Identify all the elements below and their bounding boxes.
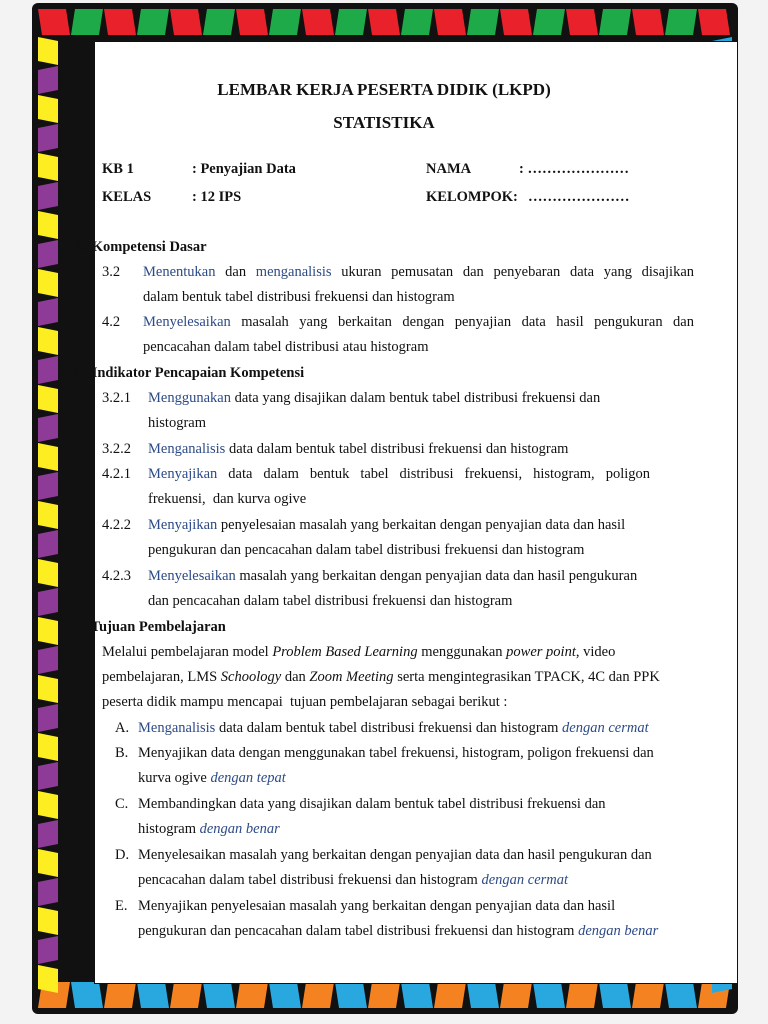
- border-tile: [236, 982, 268, 1008]
- ipk-item: Menyajikan data dalam bentuk tabel distribusi frekuensi, histogram, poligon: [148, 466, 650, 482]
- kelompok-value: …………………: [528, 189, 630, 205]
- ipk-item: Menyelesaikan masalah yang berkaitan dengan penyajian data dan hasil pengukuran: [148, 568, 638, 584]
- border-tile: [38, 153, 58, 181]
- kd-item-cont: dalam bentuk tabel distribusi frekuensi dan histogram: [143, 289, 455, 305]
- border-tile: [500, 9, 532, 35]
- tujuan-intro-line2: pembelajaran, LMS Schoology dan Zoom Meeting serta mengintegrasikan TPACK, 4C dan PPK: [102, 669, 660, 685]
- border-tile: [434, 982, 466, 1008]
- border-tile: [335, 982, 367, 1008]
- nama-label: NAMA: [426, 161, 472, 177]
- kd-verb: Menentukan: [143, 264, 216, 280]
- ipk-item-cont: pengukuran dan pencacahan dalam tabel distribusi frekuensi dan histogram: [148, 542, 585, 558]
- tujuan-item-cont: kurva ogive dengan tepat: [138, 770, 286, 786]
- ipk-item: Menganalisis data dalam bentuk tabel distribusi frekuensi dan histogram: [148, 441, 569, 457]
- border-tile: [38, 762, 58, 790]
- border-tile: [698, 9, 730, 35]
- ipk-item-cont: frekuensi, dan kurva ogive: [148, 491, 307, 507]
- tujuan-letter: C.: [115, 796, 129, 812]
- kelas-label: KELAS: [102, 189, 152, 205]
- ipk-item: Menyajikan penyelesaian masalah yang berkaitan dengan penyajian data dan hasil: [148, 517, 626, 533]
- border-tile: [632, 9, 664, 35]
- border-tile: [38, 588, 58, 616]
- border-tile: [368, 9, 400, 35]
- tujuan-item: Membandingkan data yang disajikan dalam bentuk tabel distribusi frekuensi dan: [138, 796, 606, 812]
- border-tile: [38, 385, 58, 413]
- border-tile: [38, 733, 58, 761]
- border-tile: [665, 9, 697, 35]
- border-tile: [38, 675, 58, 703]
- border-tile: [38, 414, 58, 442]
- section-e-heading: E. Tujuan Pembelajaran: [74, 619, 226, 635]
- tujuan-item: Menyelesaikan masalah yang berkaitan dengan penyajian data dan hasil pengukuran dan: [138, 847, 652, 863]
- border-tile: [302, 9, 334, 35]
- border-tile: [632, 982, 664, 1008]
- border-tile: [38, 530, 58, 558]
- border-tile: [137, 9, 169, 35]
- border-tile: [170, 9, 202, 35]
- section-a-heading: A. Kompetensi Dasar: [74, 239, 207, 255]
- tujuan-item: Menyajikan data dengan menggunakan tabel frekuensi, histogram, poligon frekuensi dan: [138, 745, 654, 761]
- kd-item: Menentukan dan menganalisis ukuran pemusatan dan penyebaran data yang disajikan: [143, 264, 695, 280]
- border-tile: [38, 559, 58, 587]
- tujuan-item: Menyajikan penyelesaian masalah yang berkaitan dengan penyajian data dan hasil: [138, 898, 616, 914]
- tujuan-item-cont: pencacahan dalam tabel distribusi frekuensi dan histogram dengan cermat: [138, 872, 569, 888]
- border-tile: [599, 9, 631, 35]
- ipk-number: 3.2.2: [102, 441, 131, 457]
- border-tile: [599, 982, 631, 1008]
- kd-verb: Menyelesaikan: [143, 314, 231, 330]
- border-tile: [38, 269, 58, 297]
- border-tile: [38, 704, 58, 732]
- kb-label: KB 1: [102, 161, 134, 177]
- border-tile: [38, 791, 58, 819]
- border-tile: [269, 982, 301, 1008]
- ipk-number: 4.2.1: [102, 466, 131, 482]
- ipk-item-cont: histogram: [148, 415, 206, 431]
- nama-value: : …………………: [519, 161, 629, 177]
- tujuan-intro-line1: Melalui pembelajaran model Problem Based Learning menggunakan power point, video: [102, 644, 616, 660]
- border-tile: [38, 472, 58, 500]
- border-tile: [38, 907, 58, 935]
- border-tile: [170, 982, 202, 1008]
- tujuan-item: Menganalisis data dalam bentuk tabel distribusi frekuensi dan histogram dengan cermat: [138, 720, 649, 736]
- tujuan-letter: D.: [115, 847, 130, 863]
- kd-item-cont: pencacahan dalam tabel distribusi atau histogram: [143, 339, 429, 355]
- border-tile: [137, 982, 169, 1008]
- border-tile: [38, 9, 70, 35]
- border-tile: [71, 982, 103, 1008]
- ipk-number: 4.2.2: [102, 517, 131, 533]
- border-tile: [401, 9, 433, 35]
- worksheet-paper: [94, 41, 738, 984]
- tujuan-intro-line3: peserta didik mampu mencapai tujuan pembelajaran sebagai berikut :: [102, 694, 508, 710]
- border-tile: [104, 982, 136, 1008]
- kd-item: Menyelesaikan masalah yang berkaitan dengan penyajian data hasil pengukuran dan: [143, 314, 694, 330]
- border-tile: [533, 9, 565, 35]
- border-tile: [38, 965, 58, 993]
- border-tile: [38, 936, 58, 964]
- border-tile: [38, 37, 58, 65]
- tujuan-letter: A.: [115, 720, 130, 736]
- border-tile: [38, 240, 58, 268]
- border-tile: [38, 646, 58, 674]
- border-tile: [38, 849, 58, 877]
- page-title: LEMBAR KERJA PESERTA DIDIK (LKPD): [217, 80, 551, 99]
- border-tile: [500, 982, 532, 1008]
- kelompok-label: KELOMPOK:: [426, 189, 518, 205]
- border-tile: [236, 9, 268, 35]
- tujuan-item-cont: pengukuran dan pencacahan dalam tabel distribusi frekuensi dan histogram dengan benar: [138, 923, 659, 939]
- tujuan-letter: B.: [115, 745, 129, 761]
- border-tile: [566, 982, 598, 1008]
- border-tile: [38, 298, 58, 326]
- border-tile: [38, 878, 58, 906]
- ipk-number: 4.2.3: [102, 568, 131, 584]
- border-tile: [71, 9, 103, 35]
- tujuan-letter: E.: [115, 898, 128, 914]
- page-subtitle: STATISTIKA: [333, 113, 435, 132]
- border-tile: [38, 211, 58, 239]
- border-tile: [38, 182, 58, 210]
- border-tile: [38, 327, 58, 355]
- border-tile: [269, 9, 301, 35]
- ipk-item-cont: dan pencacahan dalam tabel distribusi frekuensi dan histogram: [148, 593, 513, 609]
- kelas-value: : 12 IPS: [192, 189, 242, 205]
- border-tile: [38, 356, 58, 384]
- kd-verb: menganalisis: [255, 264, 332, 280]
- kd-number: 3.2: [102, 264, 121, 280]
- border-tile: [38, 443, 58, 471]
- border-tile: [335, 9, 367, 35]
- ipk-number: 3.2.1: [102, 390, 131, 406]
- border-tile: [38, 501, 58, 529]
- border-tile: [38, 820, 58, 848]
- border-tile: [467, 9, 499, 35]
- border-tile: [203, 9, 235, 35]
- border-tile: [302, 982, 334, 1008]
- border-tile: [104, 9, 136, 35]
- border-tile: [203, 982, 235, 1008]
- border-tile: [566, 9, 598, 35]
- ipk-item: Menggunakan data yang disajikan dalam bentuk tabel distribusi frekuensi dan: [148, 390, 601, 406]
- border-tile: [38, 617, 58, 645]
- border-tile: [467, 982, 499, 1008]
- border-tile: [434, 9, 466, 35]
- border-tile: [665, 982, 697, 1008]
- border-tile: [368, 982, 400, 1008]
- section-d-heading: D. Indikator Pencapaian Kompetensi: [74, 365, 305, 381]
- kb-value: : Penyajian Data: [192, 161, 296, 177]
- kd-number: 4.2: [102, 314, 121, 330]
- border-tile: [401, 982, 433, 1008]
- border-tile: [533, 982, 565, 1008]
- tujuan-item-cont: histogram dengan benar: [138, 821, 280, 837]
